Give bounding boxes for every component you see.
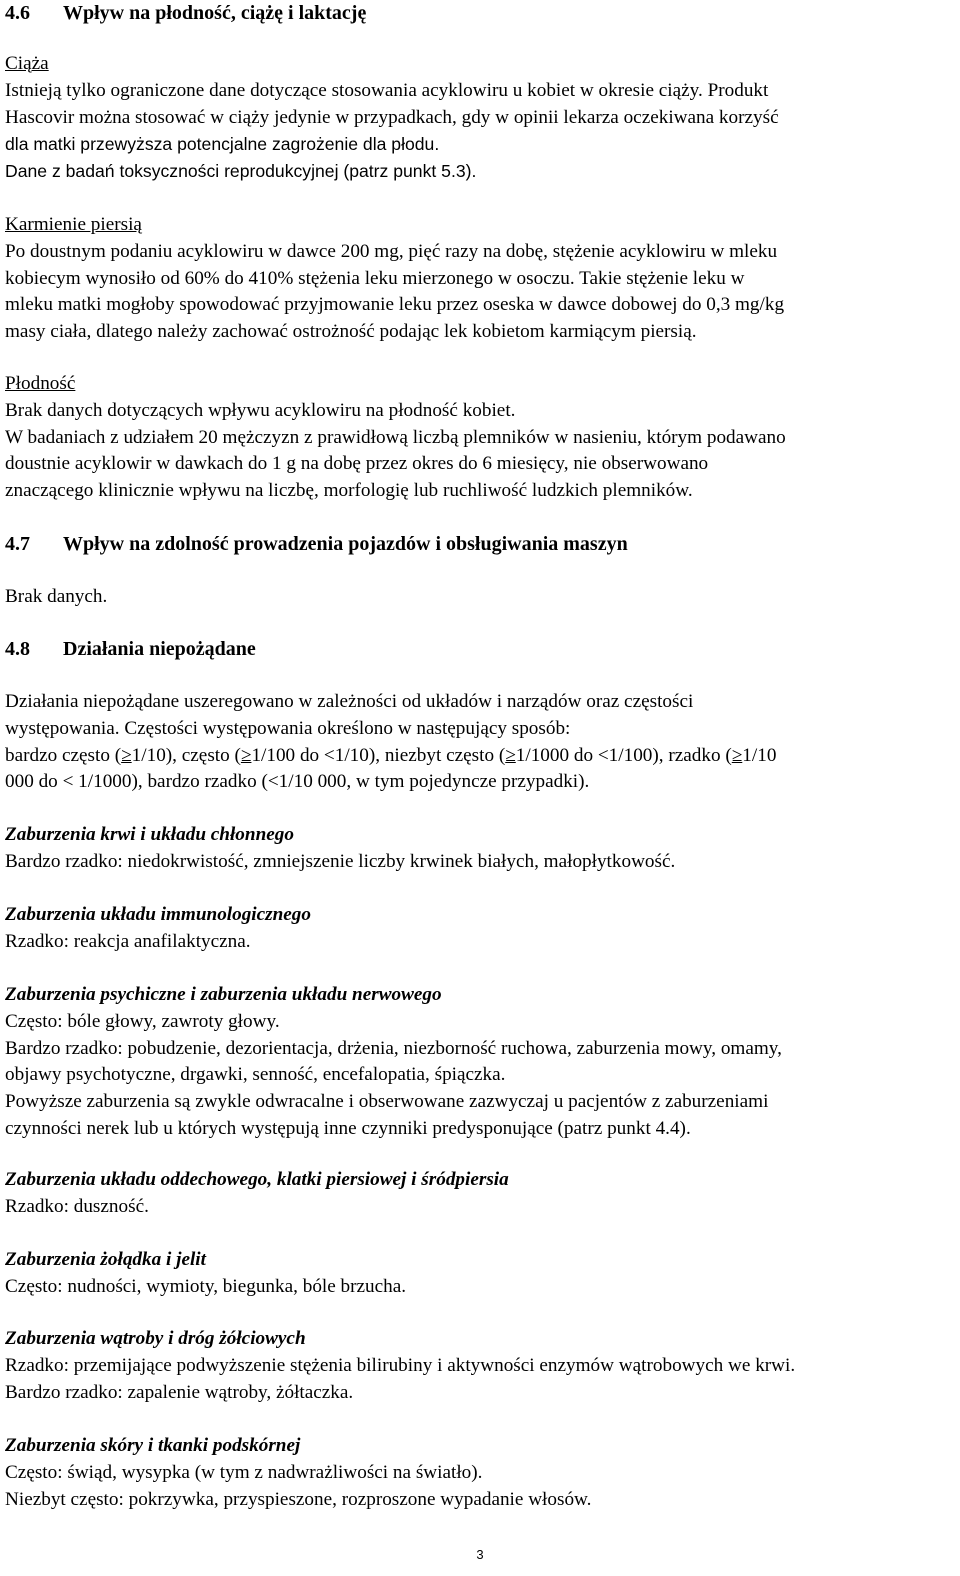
section-4-7-body: Brak danych.: [5, 586, 108, 607]
section-4-6-heading: [5, 0, 366, 27]
text-line: Rzadko: duszność.: [5, 1195, 149, 1217]
category-heading: Zaburzenia wątroby i dróg żółciowych: [5, 1328, 306, 1349]
immune-disorders-block: [5, 902, 311, 956]
text-run: 1/1000 do <1/100), rzadko (: [515, 744, 732, 766]
pregnancy-block: [5, 51, 779, 185]
category-heading: Zaburzenia skóry i tkanki podskórnej: [5, 1435, 301, 1456]
text-line: dla matki przewyższa potencjalne zagrożenie dla płodu.: [5, 134, 440, 155]
pregnancy-heading: Ciąża: [5, 53, 49, 74]
text-line: Powyższe zaburzenia są zwykle odwracalne i obserwowane zazwyczaj u pacjentów z zaburzeniami: [5, 1091, 769, 1113]
text-line: Brak danych dotyczących wpływu acyklowiru na płodność kobiet.: [5, 399, 516, 421]
section-number: 4.7: [5, 533, 30, 555]
section-title: Wpływ na zdolność prowadzenia pojazdów i obsługiwania maszyn: [63, 533, 628, 555]
text-line: doustnie acyklowir w dawkach do 1 g na dobę przez okres do 6 miesięcy, nie obserwowano: [5, 453, 709, 475]
psychiatric-nervous-disorders-block: [5, 982, 782, 1143]
text-run: 1/10: [742, 744, 777, 766]
ge-symbol: ≥: [505, 744, 516, 766]
text-line: Hascovir można stosować w ciąży jedynie w przypadkach, gdy w opinii lekarza oczekiwana korzyść: [5, 106, 779, 128]
text-line: Po doustnym podaniu acyklowiru w dawce 200 mg, pięć razy na dobę, stężenie acyklowiru w mleku: [5, 240, 778, 262]
category-heading: Zaburzenia układu immunologicznego: [5, 904, 311, 925]
text-line: występowania. Częstości występowania określono w następujący sposób:: [5, 717, 571, 739]
text-line: Często: nudności, wymioty, biegunka, bóle brzucha.: [5, 1275, 407, 1297]
text-line: Dane z badań toksyczności reprodukcyjnej (patrz punkt 5.3).: [5, 161, 477, 182]
text-line: Często: bóle głowy, zawroty głowy.: [5, 1010, 280, 1032]
breastfeeding-block: [5, 212, 784, 346]
text-line: W badaniach z udziałem 20 mężczyzn z prawidłową liczbą plemników w nasieniu, którym podawano: [5, 426, 786, 448]
text-line: objawy psychotyczne, drgawki, senność, encefalopatia, śpiączka.: [5, 1064, 506, 1086]
fertility-heading: Płodność: [5, 373, 76, 394]
skin-disorders-block: [5, 1433, 591, 1513]
gastrointestinal-disorders-block: [5, 1247, 406, 1301]
text-line: 000 do < 1/1000), bardzo rzadko (<1/10 000, w tym pojedyncze przypadki).: [5, 771, 590, 793]
text-run: bardzo często (: [5, 744, 122, 766]
ge-symbol: ≥: [731, 744, 743, 766]
text-line: Działania niepożądane uszeregowano w zależności od układów i narządów oraz częstości: [5, 691, 694, 712]
section-4-8-heading: [5, 636, 256, 663]
page-number: 3: [476, 1547, 484, 1562]
category-heading: Zaburzenia psychiczne i zaburzenia układu nerwowego: [5, 984, 442, 1005]
text-line: Często: świąd, wysypka (w tym z nadwrażliwości na światło).: [5, 1461, 483, 1483]
text-line: czynności nerek lub u których występują inne czynniki predysponujące (patrz punkt 4.4).: [5, 1117, 691, 1139]
text-line: masy ciała, dlatego należy zachować ostrożność podając lek kobietom karmiącym piersią.: [5, 321, 697, 343]
text-line: Bardzo rzadko: pobudzenie, dezorientacja, drżenia, niezborność ruchowa, zaburzenia mowy, omamy,: [5, 1037, 782, 1059]
section-number: 4.6: [5, 2, 30, 24]
text-line: Rzadko: reakcja anafilaktyczna.: [5, 930, 251, 952]
breastfeeding-heading: Karmienie piersią: [5, 214, 142, 235]
text-line: znaczącego klinicznie wpływu na liczbę, morfologię lub ruchliwość ludzkich plemników.: [5, 480, 693, 502]
fertility-block: [5, 371, 786, 505]
text-line: kobiecym wynosiło od 60% do 410% stężenia leku mierzonego w osoczu. Takie stężenie leku w: [5, 267, 745, 289]
text-line: Istnieją tylko ograniczone dane dotyczące stosowania acyklowiru u kobiet w okresie ciąży. Produkt: [5, 79, 769, 101]
text-run: 1/100 do <1/10), niezbyt często (: [251, 744, 506, 766]
ge-symbol: ≥: [240, 744, 252, 766]
frequency-definitions: [5, 743, 776, 770]
section-number: 4.8: [5, 638, 30, 660]
frequency-intro: [5, 689, 776, 796]
text-line: Rzadko: przemijające podwyższenie stężenia bilirubiny i aktywności enzymów wątrobowych we krwi.: [5, 1354, 796, 1376]
text-line: Bardzo rzadko: zapalenie wątroby, żółtaczka.: [5, 1381, 354, 1403]
category-heading: Zaburzenia układu oddechowego, klatki piersiowej i śródpiersia: [5, 1169, 509, 1190]
respiratory-disorders-block: [5, 1167, 509, 1221]
text-line: Niezbyt często: pokrzywka, przyspieszone, rozproszone wypadanie włosów.: [5, 1488, 592, 1510]
text-line: mleku matki mogłoby spowodować przyjmowanie leku przez oseska w dawce dobowej do 0,3 mg/kg: [5, 294, 785, 316]
hepatobiliary-disorders-block: [5, 1326, 795, 1406]
text-line: Bardzo rzadko: niedokrwistość, zmniejszenie liczby krwinek białych, małopłytkowość.: [5, 850, 676, 872]
section-title: Wpływ na płodność, ciążę i laktację: [63, 2, 367, 24]
ge-symbol: ≥: [121, 744, 132, 766]
section-4-7-heading: [5, 531, 628, 558]
section-title: Działania niepożądane: [63, 638, 256, 660]
category-heading: Zaburzenia krwi i układu chłonnego: [5, 824, 294, 845]
blood-disorders-block: [5, 822, 675, 876]
text-run: 1/10), często (: [131, 744, 241, 766]
category-heading: Zaburzenia żołądka i jelit: [5, 1249, 206, 1270]
